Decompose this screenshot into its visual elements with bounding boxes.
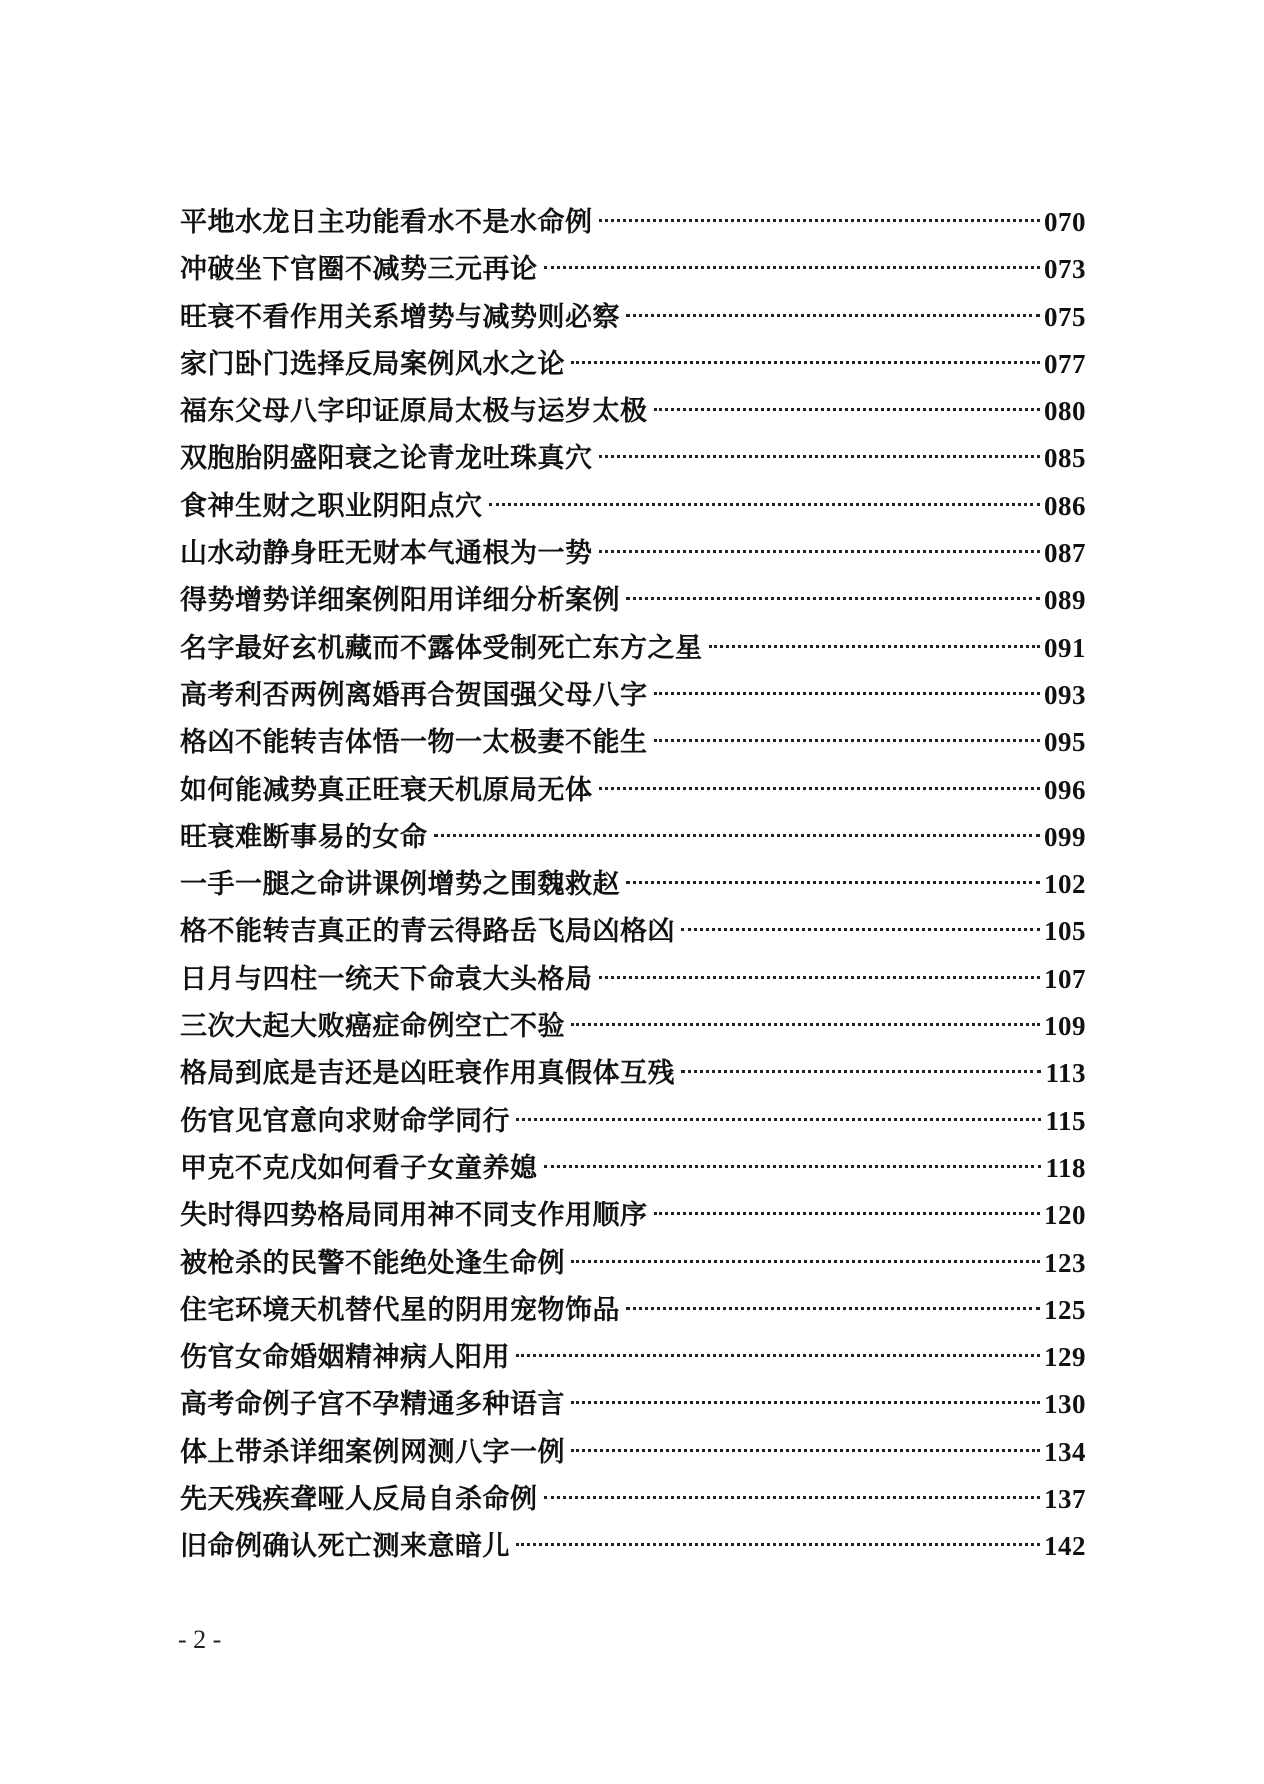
toc-entry: [180, 246, 1086, 293]
toc-entry-page: 075: [1044, 301, 1086, 332]
toc-entry-title: 冲破坐下官圈不减势三元再论: [180, 254, 538, 286]
toc-entry-title: 格局到底是吉还是凶旺衰作用真假体互残: [180, 1058, 675, 1090]
toc-dot-leader: [599, 976, 1041, 979]
toc-entry: [180, 530, 1086, 577]
toc-entry-title: 先天残疾聋哑人反局自杀命例: [180, 1484, 538, 1516]
toc-dot-leader: [544, 1496, 1041, 1499]
toc-entry-page: 099: [1044, 821, 1086, 852]
toc-entry-title: 旧命例确认死亡测来意暗儿: [180, 1531, 510, 1563]
toc-entry: [180, 625, 1086, 672]
toc-dot-leader: [654, 408, 1041, 411]
toc-entry-page: 102: [1044, 869, 1086, 900]
toc-dot-leader: [571, 1449, 1040, 1452]
toc-entry: [180, 1287, 1086, 1334]
toc-entry-title: 格不能转吉真正的青云得路岳飞局凶格凶: [180, 916, 675, 948]
toc-dot-leader: [434, 834, 1041, 837]
toc-entry-title: 高考命例子宫不孕精通多种语言: [180, 1389, 565, 1421]
toc-entry: [180, 908, 1086, 955]
toc-entry-page: 113: [1045, 1058, 1086, 1089]
toc-dot-leader: [489, 503, 1041, 506]
toc-entry: [180, 1003, 1086, 1050]
toc-entry: [180, 294, 1086, 341]
toc-entry-page: 089: [1044, 585, 1086, 616]
toc-entry-page: 130: [1044, 1389, 1086, 1420]
toc-dot-leader: [599, 550, 1041, 553]
toc-entry-page: 142: [1044, 1531, 1086, 1562]
toc-dot-leader: [571, 1260, 1040, 1263]
toc-entry-page: 109: [1044, 1011, 1086, 1042]
toc-entry-page: 086: [1044, 490, 1086, 521]
toc-entry: [180, 1050, 1086, 1097]
toc-dot-leader: [681, 1070, 1041, 1073]
toc-dot-leader: [516, 1543, 1040, 1546]
toc-entry: [180, 199, 1086, 246]
toc-dot-leader: [571, 1401, 1040, 1404]
page-number: - 2 -: [178, 1625, 222, 1654]
toc-dot-leader: [516, 1354, 1040, 1357]
toc-dot-leader: [516, 1118, 1041, 1121]
toc-entry-page: 085: [1044, 443, 1086, 474]
toc-dot-leader: [654, 692, 1041, 695]
toc-dot-leader: [626, 597, 1040, 600]
toc-entry-page: 123: [1044, 1247, 1086, 1278]
toc-entry-title: 食神生财之职业阴阳点穴: [180, 490, 483, 522]
toc-entry-title: 如何能减势真正旺衰天机原局无体: [180, 774, 593, 806]
toc-entry-title: 一手一腿之命讲课例增势之围魏救赵: [180, 869, 620, 901]
toc-entry-title: 名字最好玄机藏而不露体受制死亡东方之星: [180, 632, 703, 664]
toc-dot-leader: [626, 314, 1040, 317]
toc-entry-title: 旺衰不看作用关系增势与减势则必察: [180, 301, 620, 333]
toc-dot-leader: [681, 928, 1040, 931]
toc-entry: [180, 1145, 1086, 1192]
toc-dot-leader: [599, 455, 1041, 458]
toc-entry-title: 高考利否两例离婚再合贺国强父母八字: [180, 679, 648, 711]
toc-entry: [180, 577, 1086, 624]
toc-dot-leader: [654, 1212, 1041, 1215]
toc-dot-leader: [654, 739, 1041, 742]
toc-entry-title: 格凶不能转吉体悟一物一太极妻不能生: [180, 727, 648, 759]
toc-entry-title: 体上带杀详细案例网测八字一例: [180, 1436, 565, 1468]
toc-entry: [180, 435, 1086, 482]
toc-entry-title: 失时得四势格局同用神不同支作用顺序: [180, 1200, 648, 1232]
toc-entry-title: 福东父母八字印证原局太极与运岁太极: [180, 396, 648, 428]
toc-entry-title: 日月与四柱一统天下命袁大头格局: [180, 963, 593, 995]
toc-entry-page: 070: [1044, 207, 1086, 237]
toc-entry-page: 137: [1044, 1484, 1086, 1515]
toc-entry-title: 伤官女命婚姻精神病人阳用: [180, 1342, 510, 1374]
toc-entry-page: 077: [1044, 348, 1086, 379]
toc-entry-title: 得势增势详细案例阳用详细分析案例: [180, 585, 620, 617]
toc-entry-title: 住宅环境天机替代星的阴用宠物饰品: [180, 1294, 620, 1326]
toc-dot-leader: [709, 645, 1041, 648]
toc-entry-page: 073: [1044, 254, 1086, 285]
toc-dot-leader: [571, 361, 1040, 364]
toc-entry: [180, 1098, 1086, 1145]
toc-entry-page: 080: [1044, 396, 1086, 427]
toc-entry: [180, 483, 1086, 530]
toc-entry-page: 095: [1044, 727, 1086, 758]
toc-entry-page: 091: [1044, 632, 1086, 663]
toc-entry-title: 伤官见官意向求财命学同行: [180, 1105, 510, 1137]
toc-entry-title: 家门卧门选择反局案例风水之论: [180, 348, 565, 380]
toc-entry: [180, 341, 1086, 388]
toc-entry: [180, 1192, 1086, 1239]
table-of-contents: [180, 199, 1086, 1571]
toc-entry: [180, 956, 1086, 1003]
toc-entry: [180, 861, 1086, 908]
toc-dot-leader: [626, 881, 1040, 884]
toc-entry: [180, 1429, 1086, 1476]
toc-entry-title: 山水动静身旺无财本气通根为一势: [180, 538, 593, 570]
toc-entry: [180, 767, 1086, 814]
toc-entry-title: 被枪杀的民警不能绝处逢生命例: [180, 1247, 565, 1279]
toc-entry-page: 093: [1044, 679, 1086, 710]
toc-entry-page: 120: [1044, 1200, 1086, 1231]
toc-entry-title: 甲克不克戊如何看子女童养媳: [180, 1152, 538, 1184]
toc-entry: [180, 814, 1086, 861]
toc-entry-page: 134: [1044, 1436, 1086, 1467]
toc-entry: [180, 1476, 1086, 1523]
toc-dot-leader: [571, 1023, 1040, 1026]
toc-entry: [180, 1334, 1086, 1381]
toc-entry-title: 双胞胎阴盛阳衰之论青龙吐珠真穴: [180, 443, 593, 475]
toc-entry: [180, 388, 1086, 435]
toc-dot-leader: [626, 1307, 1040, 1310]
toc-entry: [180, 719, 1086, 766]
toc-entry-page: 096: [1044, 774, 1086, 805]
toc-entry-page: 118: [1045, 1152, 1086, 1183]
toc-dot-leader: [599, 219, 1041, 222]
toc-entry-page: 115: [1045, 1105, 1086, 1136]
toc-entry-page: 087: [1044, 538, 1086, 569]
toc-entry-title: 三次大起大败癌症命例空亡不验: [180, 1011, 565, 1043]
toc-entry: [180, 1240, 1086, 1287]
toc-entry-page: 107: [1044, 963, 1086, 994]
toc-dot-leader: [544, 266, 1041, 269]
toc-dot-leader: [544, 1165, 1042, 1168]
toc-entry-page: 125: [1044, 1294, 1086, 1325]
toc-entry: [180, 672, 1086, 719]
toc-entry-title: 旺衰难断事易的女命: [180, 821, 428, 853]
toc-entry-title: 平地水龙日主功能看水不是水命例: [180, 207, 593, 238]
toc-entry-page: 105: [1044, 916, 1086, 947]
toc-dot-leader: [599, 787, 1041, 790]
toc-entry: [180, 1381, 1086, 1428]
toc-entry-page: 129: [1044, 1342, 1086, 1373]
toc-entry: [180, 1523, 1086, 1570]
